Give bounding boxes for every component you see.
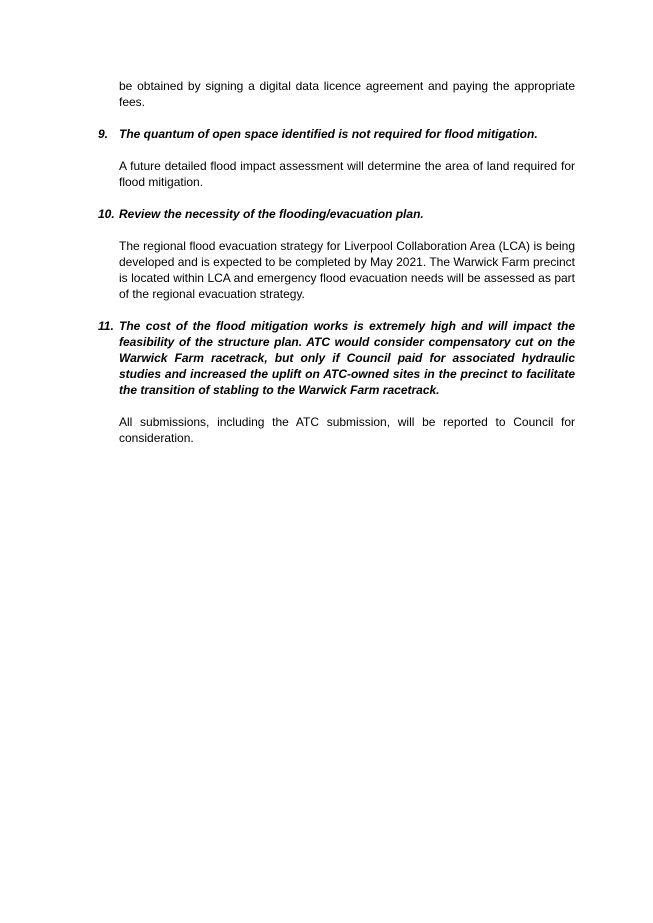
- item-number: 10.: [98, 207, 115, 221]
- item-9: [98, 126, 575, 142]
- item-heading: Review the necessity of the flooding/evacuation plan.: [119, 207, 424, 221]
- item-10: [98, 206, 575, 222]
- item-number: 9.: [98, 127, 109, 141]
- paragraph-licence: be obtained by signing a digital data licence agreement and paying the appropriate fees.: [119, 79, 575, 109]
- paragraph-submissions: All submissions, including the ATC submission, will be reported to Council for consideration.: [119, 415, 575, 445]
- item-heading: The cost of the flood mitigation works is extremely high and will impact the feasibility of the structure plan. ATC would consider compensatory cut on the Warwick Farm racetrack, but only if Council paid for associated hydraulic studies and increased the uplift on ATC-owned sites in the precinct to facilitate the transition of stabling to the Warwick Farm racetrack.: [119, 319, 575, 397]
- paragraph-evacuation-strategy: The regional flood evacuation strategy for Liverpool Collaboration Area (LCA) is being developed and is expected to be completed by May 2021. The Warwick Farm precinct is located within LCA and emergency flood evacuation needs will be assessed as part of the regional evacuation strategy.: [119, 239, 575, 301]
- paragraph-flood-assessment: A future detailed flood impact assessment will determine the area of land required for flood mitigation.: [119, 159, 575, 189]
- item-11: [98, 318, 575, 398]
- item-heading: The quantum of open space identified is not required for flood mitigation.: [119, 127, 538, 141]
- item-number: 11.: [98, 319, 114, 333]
